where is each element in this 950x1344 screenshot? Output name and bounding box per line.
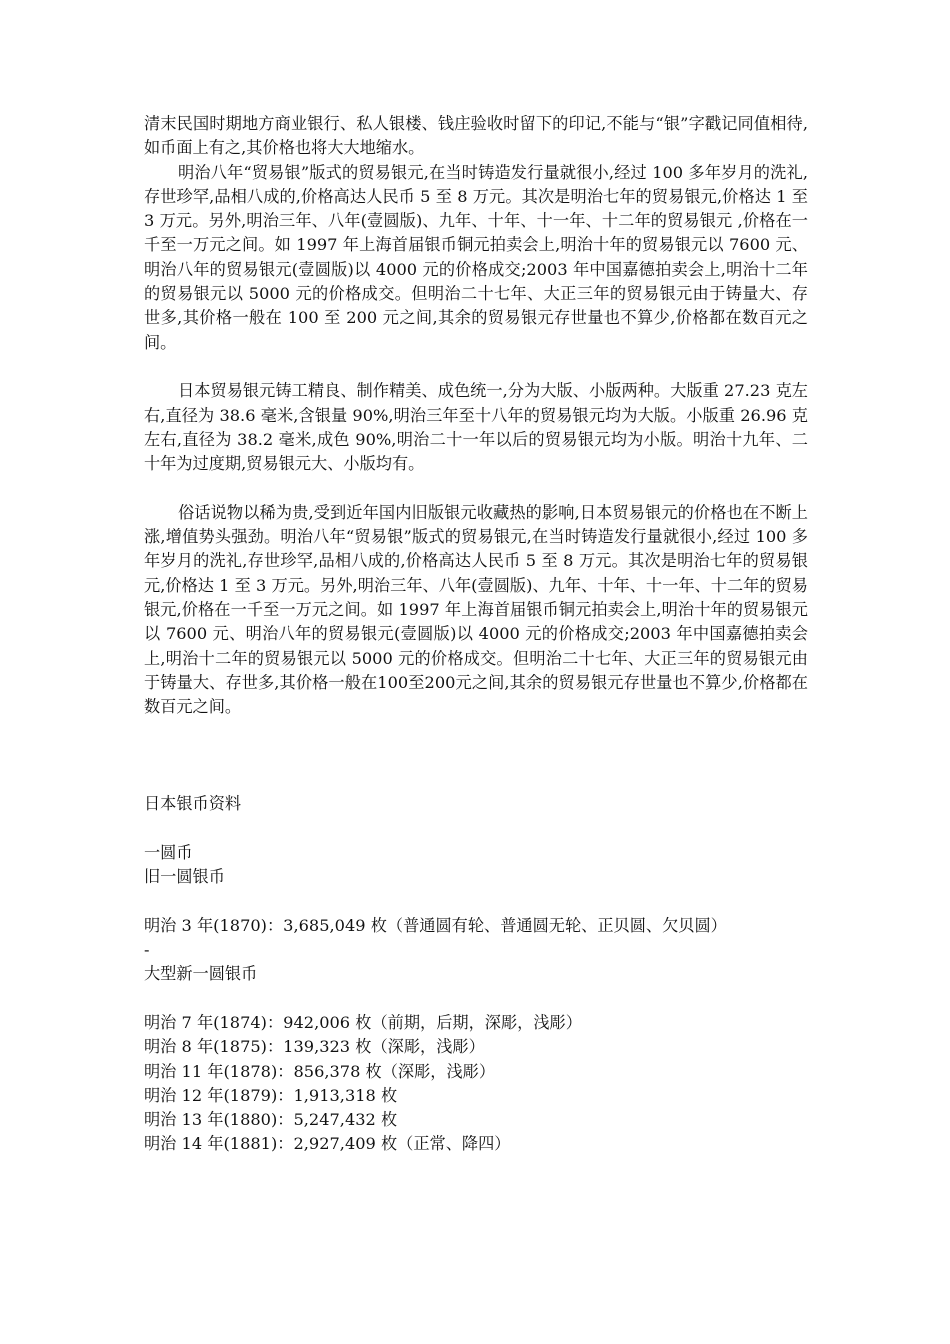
mintage-entry: 明治 8 年(1875)：139,323 枚（深彫，浅彫） bbox=[144, 1037, 485, 1057]
spacer bbox=[144, 355, 808, 379]
mintage-entry: 明治 14 年(1881)：2,927,409 枚（正常、降四） bbox=[144, 1134, 511, 1154]
paragraph-3: 日本贸易银元铸工精良、制作精美、成色统一,分为大版、小版两种。大版重 27.23 克左右,直径为 38.6 毫米,含银量 90%,明治三年至十八年的贸易银元均为大版。小版重 26.96 克左右,直径为 38.2 毫米,成色 90%,明治二十一年以后的贸易银元均为小版。明治十九年、二十年为过度期,贸易银元大、小版均有。 bbox=[144, 381, 808, 474]
mintage-entry: 明治 12 年(1879)：1,913,318 枚 bbox=[144, 1085, 398, 1105]
paragraph-4: 俗话说物以稀为贵,受到近年国内旧版银元收藏热的影响,日本贸易银元的价格也在不断上涨,增值势头强劲。明治八年“贸易银”版式的贸易银元,在当时铸造发行量就很小,经过 100 多年岁月的洗礼,存世珍罕,品相八成的,价格高达人民币 5 至 8 万元。其次是明治七年的贸易银元,价格达 1 至 3 万元。另外,明治三年、八年(壹圆版)、九年、十年、十一年、十二年的贸易银元,价格在一千至一万元之间。如 1997 年上海首届银币铜元拍卖会上,明治十年的贸易银元以 7600 元、明治八年的贸易银元(壹圆版)以 4000 元的价格成交;2003 年中国嘉德拍卖会上,明治十二年的贸易银元以 5000 元的价格成交。但明治二十七年、大正三年的贸易银元由于铸量大、存世多,其价格一般在100至200元之间,其余的贸易银元存世量也不算少,价格都在数百元之间。 bbox=[144, 502, 808, 717]
section-title: 日本银币资料 bbox=[144, 794, 242, 814]
old-type-label: 旧一圆银币 bbox=[144, 867, 225, 887]
dash-separator: - bbox=[144, 940, 150, 960]
mintage-entry: 明治 11 年(1878)：856,378 枚（深彫，浅彫） bbox=[144, 1061, 496, 1081]
mintage-entry: 明治 13 年(1880)：5,247,432 枚 bbox=[144, 1110, 398, 1130]
new-type-label: 大型新一圆银币 bbox=[144, 964, 258, 984]
spacer bbox=[144, 719, 808, 743]
paragraph-2: 明治八年“贸易银”版式的贸易银元,在当时铸造发行量就很小,经过 100 多年岁月的洗礼,存世珍罕,品相八成的,价格高达人民币 5 至 8 万元。其次是明治七年的贸易银元,价格达 1 至 3 万元。另外,明治三年、八年(壹圆版)、九年、十年、十一年、十二年的贸易银元 ,价格在一千至一万元之间。如 1997 年上海首届银币铜元拍卖会上,明治十年的贸易银元以 7600 元、明治八年的贸易银元(壹圆版)以 4000 元的价格成交;2003 年中国嘉德拍卖会上,明治十二年的贸易银元以 5000 元的价格成交。但明治二十七年、大正三年的贸易银元由于铸量大、存世多,其价格一般在 100 至 200 元之间,其余的贸易银元存世量也不算少,价格都在数百元之间。 bbox=[144, 162, 808, 352]
spacer bbox=[144, 744, 808, 768]
spacer bbox=[144, 476, 808, 500]
spacer bbox=[144, 987, 808, 1011]
spacer bbox=[144, 817, 808, 841]
denomination-label: 一圆币 bbox=[144, 842, 193, 862]
spacer bbox=[144, 890, 808, 914]
mintage-entry: 明治 7 年(1874)：942,006 枚（前期，后期，深彫，浅彫） bbox=[144, 1012, 582, 1032]
paragraph-1: 清末民国时期地方商业银行、私人银楼、钱庄验收时留下的印记,不能与“银”字戳记同值相待,如币面上有之,其价格也将大大地缩水。 bbox=[144, 114, 808, 158]
old-mintage-entry: 明治 3 年(1870)：3,685,049 枚（普通圆有轮、普通圆无轮、正贝圆、欠贝圆） bbox=[144, 915, 727, 935]
document-page bbox=[144, 112, 808, 1157]
spacer bbox=[144, 768, 808, 792]
